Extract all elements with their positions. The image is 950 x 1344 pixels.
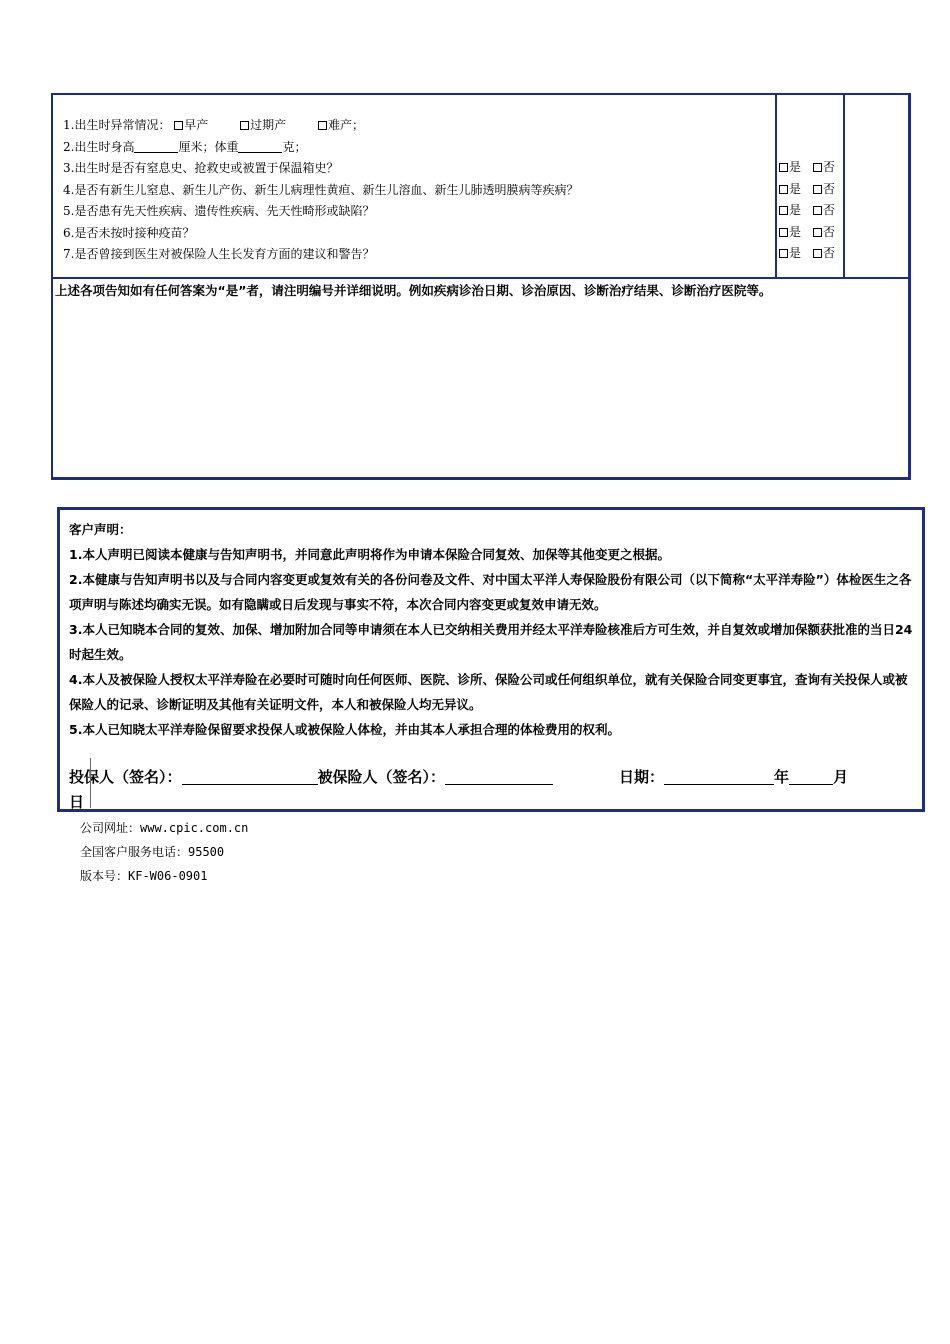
option-postterm[interactable]: 过期产 bbox=[240, 118, 286, 132]
text-cursor bbox=[90, 758, 91, 808]
yes-checkbox[interactable] bbox=[779, 206, 788, 215]
question-1 bbox=[63, 115, 578, 137]
declaration-item-4: 4.本人及被保险人授权太平洋寿险在必要时可随时向任何医师、医院、诊所、保险公司或任何组织单位，就有关保险合同变更事宜，查询有关投保人或被保险人的记录、诊断证明及其他有关证明文件，本人和被保险人均无异议。 bbox=[69, 672, 908, 712]
question-7: 7.是否曾接到医生对被保险人生长发育方面的建议和警告？ bbox=[63, 247, 375, 261]
weight-field[interactable] bbox=[238, 140, 282, 153]
version-number: 版本号：KF-W06-0901 bbox=[80, 869, 208, 883]
yes-no-column bbox=[779, 157, 835, 265]
question-4: 4.是否有新生儿窒息、新生儿产伤、新生儿病理性黄疸、新生儿溶血、新生儿肺透明膜病等疾病？ bbox=[63, 182, 579, 197]
customer-declaration-box bbox=[57, 507, 925, 812]
question-6: 6.是否未按时接种疫苗？ bbox=[63, 225, 195, 240]
date-month-field[interactable] bbox=[789, 768, 833, 785]
company-website: 公司网址：www.cpic.com.cn bbox=[80, 821, 249, 835]
footer bbox=[80, 816, 248, 888]
day-label: 日 bbox=[69, 793, 85, 811]
explanation-instruction: 上述各项告知如有任何答案为“是”者，请注明编号并详细说明。例如疾病诊治日期、诊治原因、诊断治疗结果、诊断治疗医院等。 bbox=[55, 283, 772, 298]
question-3: 3.出生时是否有窒息史、抢救史或被置于保温箱史？ bbox=[63, 161, 339, 175]
declaration-title: 客户声明： bbox=[69, 522, 132, 537]
yes-checkbox[interactable] bbox=[779, 185, 788, 194]
yes-no-q4: 是 否 bbox=[779, 179, 835, 201]
question-list bbox=[63, 115, 578, 266]
column-divider bbox=[843, 95, 845, 277]
declaration-text bbox=[69, 518, 917, 742]
question-2: 2.出生时身高 厘米；体重 克； bbox=[63, 139, 307, 154]
option-dystocia[interactable]: 难产； bbox=[318, 118, 364, 132]
declaration-item-1: 1.本人声明已阅读本健康与告知声明书，并同意此声明将作为申请本保险合同复效、加保等其他变更之根据。 bbox=[69, 547, 670, 562]
yes-checkbox[interactable] bbox=[779, 163, 788, 172]
applicant-signature-label: 投保人（签名）： bbox=[69, 768, 182, 786]
service-hotline: 全国客户服务电话：95500 bbox=[80, 845, 225, 859]
yes-no-q5: 是 否 bbox=[779, 200, 835, 222]
declaration-item-5: 5.本人已知晓太平洋寿险保留要求投保人或被保险人体检，并由其本人承担合理的体检费用的权利。 bbox=[69, 722, 620, 737]
yes-no-q6: 是 否 bbox=[779, 222, 835, 244]
question-section bbox=[53, 95, 908, 279]
checkbox[interactable] bbox=[240, 121, 249, 130]
insured-signature-field[interactable] bbox=[445, 768, 553, 785]
date-label: 日期： bbox=[619, 768, 665, 786]
checkbox[interactable] bbox=[174, 121, 183, 130]
column-divider bbox=[775, 95, 777, 277]
yes-checkbox[interactable] bbox=[779, 249, 788, 258]
month-label: 月 bbox=[833, 768, 849, 786]
health-questionnaire-table bbox=[51, 93, 911, 480]
year-label: 年 bbox=[774, 768, 790, 786]
no-checkbox[interactable] bbox=[813, 249, 822, 258]
yes-no-q3: 是 否 bbox=[779, 157, 835, 179]
yes-checkbox[interactable] bbox=[779, 228, 788, 237]
applicant-signature-field[interactable] bbox=[182, 768, 318, 785]
date-year-field[interactable] bbox=[664, 768, 774, 785]
height-field[interactable] bbox=[134, 140, 178, 153]
question-1-label: 1.出生时异常情况： bbox=[63, 118, 171, 132]
no-checkbox[interactable] bbox=[813, 228, 822, 237]
option-premature[interactable]: 早产 bbox=[174, 118, 208, 132]
checkbox[interactable] bbox=[318, 121, 327, 130]
no-checkbox[interactable] bbox=[813, 185, 822, 194]
question-5: 5.是否患有先天性疾病、遗传性疾病、先天性畸形或缺陷？ bbox=[63, 204, 375, 218]
no-checkbox[interactable] bbox=[813, 163, 822, 172]
no-checkbox[interactable] bbox=[813, 206, 822, 215]
declaration-item-3: 3.本人已知晓本合同的复效、加保、增加附加合同等申请须在本人已交纳相关费用并经太平洋寿险核准后方可生效，并自复效或增加保额获批准的当日24时起生效。 bbox=[69, 622, 913, 662]
declaration-item-2: 2.本健康与告知声明书以及与合同内容变更或复效有关的各份问卷及文件、对中国太平洋人寿保险股份有限公司（以下简称“太平洋寿险”）体检医生之各项声明与陈述均确实无误。如有隐瞒或日后发现与事实不符，本次合同内容变更或复效申请无效。 bbox=[69, 572, 912, 612]
insured-signature-label: 被保险人（签名）： bbox=[317, 768, 446, 786]
yes-no-q7: 是 否 bbox=[779, 243, 835, 265]
signature-row bbox=[69, 766, 917, 788]
